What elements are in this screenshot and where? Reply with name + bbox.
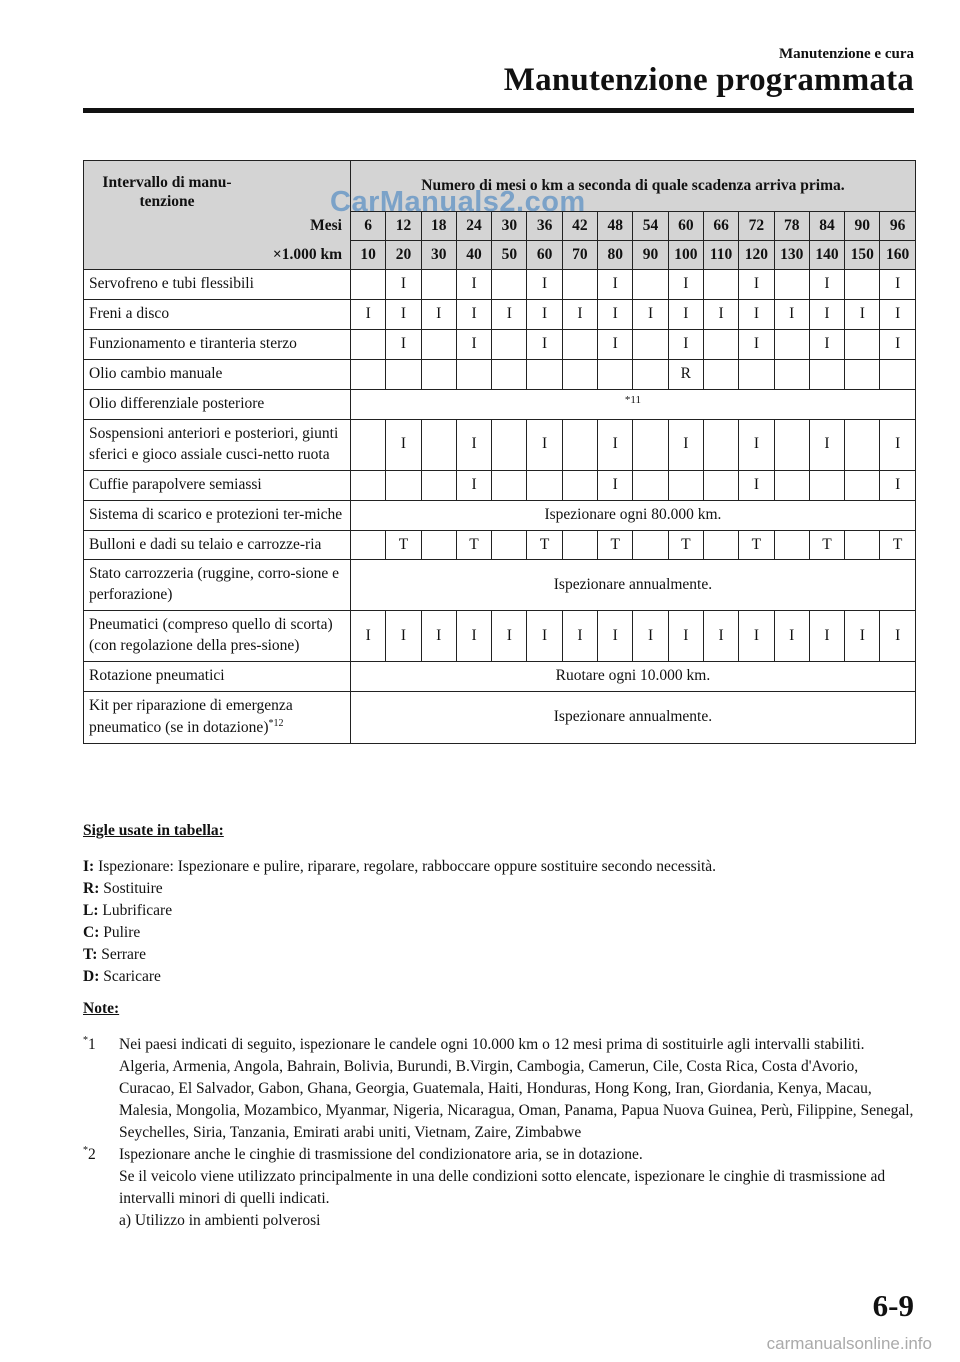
- legend-item: R: Sostituire: [83, 880, 163, 897]
- schedule-cell: [351, 330, 386, 360]
- schedule-cell: I: [386, 611, 421, 662]
- schedule-cell: I: [351, 300, 386, 330]
- legend-item: I: Ispezionare: Ispezionare e pulire, riparare, regolare, rabboccare oppure sostituire secondo necessità.: [83, 858, 717, 875]
- schedule-cell: I: [456, 330, 491, 360]
- schedule-cell: I: [845, 611, 880, 662]
- schedule-cell: [668, 470, 703, 500]
- schedule-cell: I: [880, 330, 915, 360]
- schedule-cell: [809, 470, 844, 500]
- schedule-cell: [739, 360, 774, 390]
- month-cell: 42: [562, 212, 597, 241]
- schedule-cell: [774, 470, 809, 500]
- schedule-cell: I: [456, 419, 491, 470]
- schedule-cell: [421, 419, 456, 470]
- schedule-cell: I: [527, 330, 562, 360]
- km-cell: 60: [527, 241, 562, 270]
- schedule-cell: I: [880, 470, 915, 500]
- schedule-cell: [633, 419, 668, 470]
- schedule-cell: [351, 270, 386, 300]
- row-label: Rotazione pneumatici: [84, 662, 351, 692]
- km-cell: 10: [351, 241, 386, 270]
- schedule-cell: I: [774, 300, 809, 330]
- schedule-cell: I: [598, 470, 633, 500]
- schedule-cell: [562, 270, 597, 300]
- schedule-cell: I: [633, 300, 668, 330]
- row-label: Freni a disco: [84, 300, 351, 330]
- schedule-cell: I: [598, 270, 633, 300]
- row-label: Sistema di scarico e protezioni ter-miche: [84, 500, 351, 530]
- legend-item: T: Serrare: [83, 946, 146, 963]
- table-row: [84, 692, 916, 744]
- month-cell: 48: [598, 212, 633, 241]
- schedule-cell: [845, 419, 880, 470]
- footnote-2: *2 Ispezionare anche le cinghie di trasmissione del condizionatore aria, se in dotazione. Se il veicolo viene utilizzato principalmente in una delle condizioni sotto elencate, ispezionare le cinghie di trasmissione ad intervalli minori di quelli indicati. a) Utilizzo in ambienti polverosi: [83, 1144, 915, 1232]
- schedule-cell: [774, 419, 809, 470]
- schedule-cell: I: [527, 270, 562, 300]
- legend-item: C: Pulire: [83, 924, 141, 941]
- schedule-cell: I: [668, 330, 703, 360]
- schedule-cell: I: [809, 330, 844, 360]
- table-row: [84, 560, 916, 611]
- schedule-cell: [633, 330, 668, 360]
- schedule-cell: [562, 330, 597, 360]
- schedule-cell: [492, 270, 527, 300]
- km-cell: 40: [456, 241, 491, 270]
- footnote-1-text: Nei paesi indicati di seguito, ispezionare le candele ogni 10.000 km o 12 mesi prima di sostituirle agli intervalli stabiliti.: [119, 1036, 865, 1053]
- month-cell: 24: [456, 212, 491, 241]
- schedule-cell: [774, 270, 809, 300]
- footnote-2-condition: a) Utilizzo in ambienti polverosi: [119, 1212, 321, 1229]
- row-label: Servofreno e tubi flessibili: [84, 270, 351, 300]
- schedule-cell: [562, 360, 597, 390]
- schedule-cell: T: [739, 530, 774, 560]
- footer-url: carmanualsonline.info: [766, 1334, 932, 1353]
- km-cell: 140: [809, 241, 844, 270]
- interval-instruction: Ispezionare annualmente.: [351, 560, 916, 611]
- schedule-cell: I: [598, 330, 633, 360]
- table-row: [84, 389, 916, 419]
- schedule-cell: [633, 360, 668, 390]
- schedule-cell: I: [456, 470, 491, 500]
- schedule-cell: [421, 270, 456, 300]
- schedule-cell: I: [809, 419, 844, 470]
- schedule-cell: [386, 360, 421, 390]
- table-row: [84, 611, 916, 662]
- table-row: [84, 500, 916, 530]
- schedule-cell: I: [668, 419, 703, 470]
- month-cell: 12: [386, 212, 421, 241]
- schedule-cell: [845, 330, 880, 360]
- schedule-cell: [421, 470, 456, 500]
- footnote-2-detail: Se il veicolo viene utilizzato principalmente in una delle condizioni sotto elencate, ispezionare le cinghie di trasmissione ad intervalli minori di quelli indicati.: [119, 1168, 886, 1207]
- row-label: Kit per riparazione di emergenza pneumatico (se in dotazione)$^{*12}$: [84, 692, 351, 744]
- interval-instruction: Ispezionare annualmente.: [351, 692, 916, 744]
- footnote-ref: *12: [268, 718, 284, 729]
- month-cell: 90: [845, 212, 880, 241]
- schedule-cell: [492, 530, 527, 560]
- km-cell: 30: [421, 241, 456, 270]
- schedule-cell: I: [668, 300, 703, 330]
- schedule-cell: [703, 530, 738, 560]
- table-row: [84, 270, 916, 300]
- km-cell: 70: [562, 241, 597, 270]
- schedule-cell: T: [809, 530, 844, 560]
- schedule-cell: I: [809, 300, 844, 330]
- schedule-cell: T: [386, 530, 421, 560]
- schedule-cell: I: [598, 419, 633, 470]
- schedule-cell: I: [421, 300, 456, 330]
- legend-title: Sigle usate in tabella:: [83, 822, 224, 839]
- schedule-cell: T: [456, 530, 491, 560]
- month-cell: 96: [880, 212, 915, 241]
- schedule-cell: I: [703, 611, 738, 662]
- schedule-cell: I: [739, 330, 774, 360]
- schedule-cell: I: [386, 300, 421, 330]
- row-label: Olio differenziale posteriore: [84, 389, 351, 419]
- month-cell: 72: [739, 212, 774, 241]
- schedule-cell: I: [739, 419, 774, 470]
- table-row: [84, 470, 916, 500]
- km-label: ×1.000 km: [84, 241, 351, 270]
- schedule-cell: R: [668, 360, 703, 390]
- km-cell: 20: [386, 241, 421, 270]
- schedule-cell: I: [456, 300, 491, 330]
- schedule-cell: I: [351, 611, 386, 662]
- km-cell: 80: [598, 241, 633, 270]
- schedule-cell: I: [598, 611, 633, 662]
- schedule-cell: I: [456, 270, 491, 300]
- month-cell: 66: [703, 212, 738, 241]
- legend: [83, 820, 915, 988]
- footnote-2-text: Ispezionare anche le cinghie di trasmissione del condizionatore aria, se in dotazione.: [119, 1146, 643, 1163]
- notes: [83, 998, 915, 1232]
- schedule-cell: [703, 470, 738, 500]
- schedule-cell: [421, 330, 456, 360]
- schedule-cell: I: [739, 270, 774, 300]
- interval-instruction: Ispezionare ogni 80.000 km.: [351, 500, 916, 530]
- header-divider: [83, 108, 914, 113]
- interval-instruction: Ruotare ogni 10.000 km.: [351, 662, 916, 692]
- row-label: Pneumatici (compreso quello di scorta) (con regolazione della pres-sione): [84, 611, 351, 662]
- schedule-cell: I: [880, 300, 915, 330]
- row-label: Bulloni e dadi su telaio e carrozze-ria: [84, 530, 351, 560]
- header-note: Numero di mesi o km a seconda di quale scadenza arriva prima.: [351, 161, 916, 212]
- month-cell: 18: [421, 212, 456, 241]
- table-row: [84, 330, 916, 360]
- schedule-cell: [633, 470, 668, 500]
- schedule-cell: [351, 530, 386, 560]
- schedule-cell: I: [562, 300, 597, 330]
- schedule-cell: I: [633, 611, 668, 662]
- km-cell: 160: [880, 241, 915, 270]
- table-row: [84, 662, 916, 692]
- months-label: Mesi: [84, 212, 351, 241]
- interval-header: Intervallo di manu-tenzione: [84, 161, 351, 212]
- watermark: CarManuals2.com: [330, 186, 586, 218]
- month-cell: 6: [351, 212, 386, 241]
- schedule-cell: I: [527, 419, 562, 470]
- month-cell: 30: [492, 212, 527, 241]
- schedule-cell: [492, 470, 527, 500]
- schedule-cell: [633, 530, 668, 560]
- schedule-cell: I: [703, 300, 738, 330]
- schedule-cell: I: [492, 300, 527, 330]
- km-cell: 90: [633, 241, 668, 270]
- km-cell: 120: [739, 241, 774, 270]
- schedule-cell: [562, 419, 597, 470]
- schedule-cell: I: [527, 611, 562, 662]
- schedule-cell: [351, 360, 386, 390]
- schedule-cell: I: [386, 330, 421, 360]
- schedule-cell: T: [527, 530, 562, 560]
- schedule-cell: I: [880, 419, 915, 470]
- notes-title: Note:: [83, 1000, 120, 1017]
- km-cell: 110: [703, 241, 738, 270]
- schedule-cell: [351, 419, 386, 470]
- schedule-cell: I: [386, 419, 421, 470]
- schedule-cell: I: [809, 611, 844, 662]
- schedule-cell: [845, 270, 880, 300]
- schedule-cell: [845, 530, 880, 560]
- schedule-cell: I: [562, 611, 597, 662]
- schedule-cell: [351, 470, 386, 500]
- page-number: 6-9: [872, 1288, 914, 1323]
- footnote-ref: *11: [351, 389, 916, 419]
- schedule-cell: I: [739, 470, 774, 500]
- schedule-cell: I: [774, 611, 809, 662]
- km-cell: 100: [668, 241, 703, 270]
- schedule-cell: I: [386, 270, 421, 300]
- table-row: [84, 300, 916, 330]
- schedule-cell: [845, 360, 880, 390]
- schedule-cell: I: [739, 611, 774, 662]
- schedule-cell: [703, 330, 738, 360]
- row-label: Funzionamento e tiranteria sterzo: [84, 330, 351, 360]
- schedule-cell: [492, 360, 527, 390]
- schedule-cell: I: [668, 270, 703, 300]
- schedule-cell: I: [527, 300, 562, 330]
- row-label: Stato carrozzeria (ruggine, corro-sione e perforazione): [84, 560, 351, 611]
- schedule-cell: I: [421, 611, 456, 662]
- schedule-cell: I: [668, 611, 703, 662]
- schedule-cell: I: [845, 300, 880, 330]
- schedule-cell: [774, 360, 809, 390]
- schedule-cell: [703, 419, 738, 470]
- table-row: [84, 419, 916, 470]
- schedule-cell: [562, 470, 597, 500]
- row-label: Cuffie parapolvere semiassi: [84, 470, 351, 500]
- schedule-cell: I: [739, 300, 774, 330]
- km-cell: 50: [492, 241, 527, 270]
- schedule-cell: [492, 419, 527, 470]
- row-label: Olio cambio manuale: [84, 360, 351, 390]
- maintenance-schedule-table: [83, 160, 916, 744]
- schedule-cell: [421, 530, 456, 560]
- schedule-cell: [774, 530, 809, 560]
- schedule-cell: [809, 360, 844, 390]
- schedule-cell: T: [880, 530, 915, 560]
- schedule-cell: [598, 360, 633, 390]
- schedule-cell: [562, 530, 597, 560]
- schedule-cell: [703, 360, 738, 390]
- schedule-cell: [703, 270, 738, 300]
- footnote-1-countries: Algeria, Armenia, Angola, Bahrain, Bolivia, Burundi, B.Virgin, Cambogia, Camerun, Cile, Costa Rica, Costa d'Avorio, Curacao, El Salvador, Gabon, Ghana, Georgia, Guatemala, Haiti, Honduras, Hong Kong, Iran, Giordania, Kenya, Macau, Malesia, Mongolia, Mozambico, Myanmar, Nigeria, Nicaragua, Oman, Panama, Papua Nuova Guinea, Perù, Filippine, Senegal, Seychelles, Siria, Tanzania, Emirati arabi uniti, Vietnam, Zaire, Zimbabwe: [119, 1058, 914, 1141]
- schedule-cell: [456, 360, 491, 390]
- schedule-cell: T: [668, 530, 703, 560]
- schedule-cell: I: [880, 270, 915, 300]
- schedule-cell: [527, 360, 562, 390]
- schedule-cell: [845, 470, 880, 500]
- month-cell: 36: [527, 212, 562, 241]
- page-title: Manutenzione programmata: [503, 62, 914, 98]
- legend-item: L: Lubrificare: [83, 902, 173, 919]
- footnote-1: *1 Nei paesi indicati di seguito, ispezionare le candele ogni 10.000 km o 12 mesi prima di sostituirle agli intervalli stabiliti. Algeria, Armenia, Angola, Bahrain, Bolivia, Burundi, B.Virgin, Cambogia, Camerun, Cile, Costa Rica, Costa d'Avorio, Curacao, El Salvador, Gabon, Ghana, Georgia, Guatemala, Haiti, Honduras, Hong Kong, Iran, Giordania, Kenya, Macau, Malesia, Mongolia, Mozambico, Myanmar, Nigeria, Nicaragua, Oman, Panama, Papua Nuova Guinea, Perù, Filippine, Senegal, Seychelles, Siria, Tanzania, Emirati arabi uniti, Vietnam, Zaire, Zimbabwe: [83, 1034, 915, 1144]
- km-cell: 130: [774, 241, 809, 270]
- table-row: [84, 530, 916, 560]
- schedule-cell: I: [598, 300, 633, 330]
- month-cell: 54: [633, 212, 668, 241]
- section-title: Manutenzione e cura: [779, 46, 914, 62]
- month-cell: 60: [668, 212, 703, 241]
- schedule-cell: I: [880, 611, 915, 662]
- schedule-cell: I: [809, 270, 844, 300]
- km-cell: 150: [845, 241, 880, 270]
- schedule-cell: [421, 360, 456, 390]
- schedule-cell: I: [456, 611, 491, 662]
- schedule-cell: [633, 270, 668, 300]
- schedule-cell: [880, 360, 915, 390]
- schedule-cell: I: [492, 611, 527, 662]
- schedule-cell: [527, 470, 562, 500]
- month-cell: 84: [809, 212, 844, 241]
- schedule-cell: [492, 330, 527, 360]
- month-cell: 78: [774, 212, 809, 241]
- schedule-cell: [386, 470, 421, 500]
- schedule-cell: [774, 330, 809, 360]
- legend-item: D: Scaricare: [83, 968, 161, 985]
- schedule-cell: T: [598, 530, 633, 560]
- table-row: [84, 360, 916, 390]
- row-label: Sospensioni anteriori e posteriori, giunti sferici e gioco assiale cusci-netto ruota: [84, 419, 351, 470]
